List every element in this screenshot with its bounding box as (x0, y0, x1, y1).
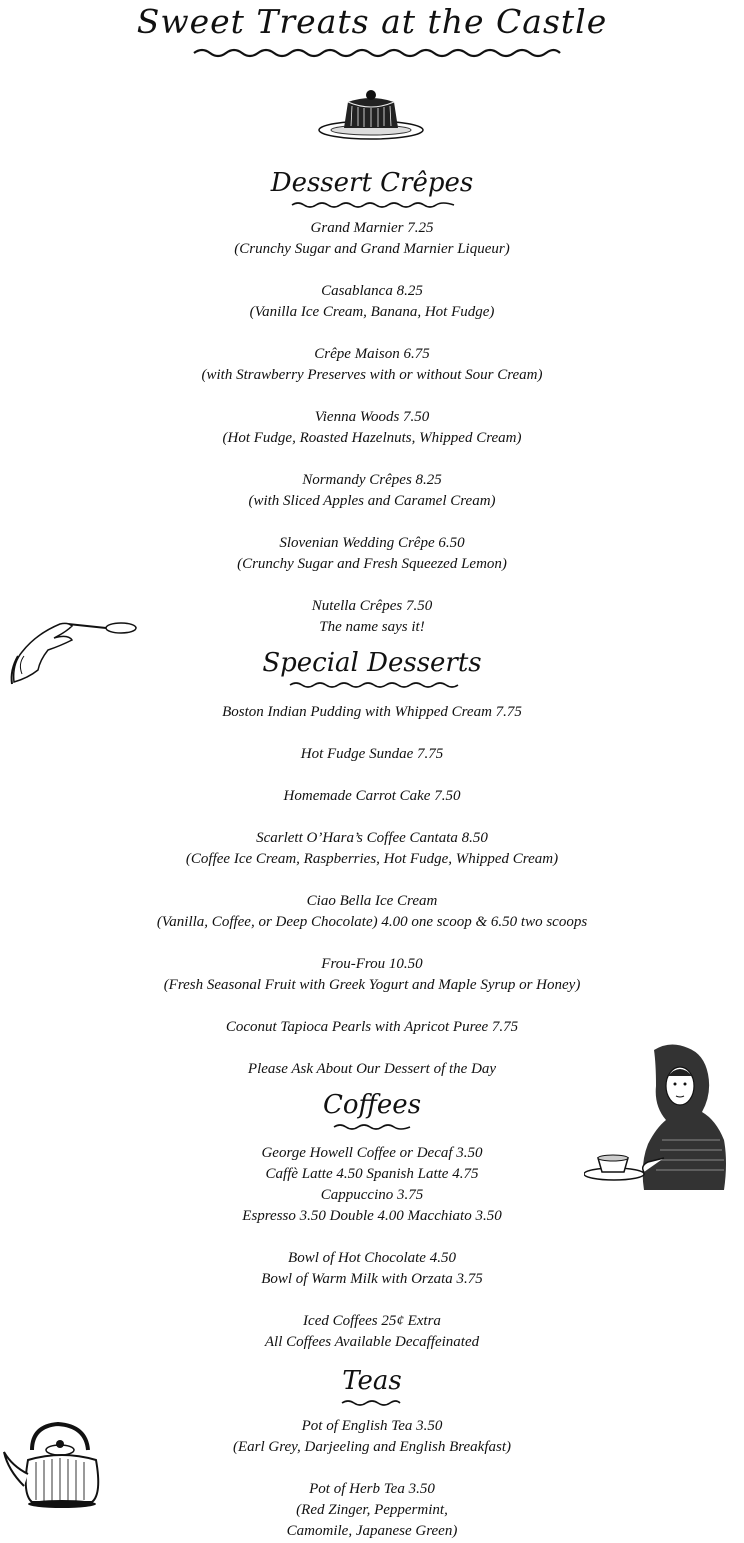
menu-item-description: (Red Zinger, Peppermint, (296, 1502, 448, 1518)
section-underline (288, 680, 460, 690)
section-title-dessert-crepes: Dessert Crêpes (270, 168, 474, 198)
menu-item-description: (Vanilla Ice Cream, Banana, Hot Fudge) (249, 304, 495, 320)
menu-item-line: Frou-Frou 10.50 (321, 956, 423, 972)
menu-item-line: Caffè Latte 4.50 Spanish Latte 4.75 (265, 1166, 479, 1182)
menu-item-description: (with Sliced Apples and Caramel Cream) (248, 493, 496, 509)
menu-item-line: Normandy Crêpes 8.25 (302, 472, 442, 488)
menu-item-line: Cappuccino 3.75 (320, 1187, 424, 1203)
menu-item-description: (Fresh Seasonal Fruit with Greek Yogurt and Maple Syrup or Honey) (163, 977, 581, 993)
section-title-teas: Teas (342, 1366, 402, 1396)
menu-item-line: Homemade Carrot Cake 7.50 (283, 788, 461, 804)
menu-item-description: Camomile, Japanese Green) (286, 1523, 458, 1539)
section-title-coffees: Coffees (322, 1090, 422, 1120)
section-underline (340, 1398, 402, 1408)
menu-item-line: Bowl of Warm Milk with Orzata 3.75 (261, 1271, 483, 1287)
menu-item-description: (Crunchy Sugar and Fresh Squeezed Lemon) (237, 556, 507, 572)
menu-item-line: Slovenian Wedding Crêpe 6.50 (279, 535, 465, 551)
menu-item-line: Vienna Woods 7.50 (314, 409, 430, 425)
menu-item-description: (with Strawberry Preserves with or without Sour Cream) (201, 367, 543, 383)
menu-item-line: Coconut Tapioca Pearls with Apricot Puree 7.75 (225, 1019, 519, 1035)
menu-item-description: (Coffee Ice Cream, Raspberries, Hot Fudge, Whipped Cream) (185, 851, 559, 867)
menu-item-line: Hot Fudge Sundae 7.75 (300, 746, 444, 762)
menu-item-line: Scarlett O’Hara’s Coffee Cantata 8.50 (256, 830, 488, 846)
menu-item-line: Ciao Bella Ice Cream (306, 893, 438, 909)
menu-item-line: Grand Marnier 7.25 (310, 220, 434, 236)
section-underline (290, 200, 456, 210)
menu-item-line: Boston Indian Pudding with Whipped Cream 7.75 (222, 704, 522, 720)
menu-item-line: Iced Coffees 25¢ Extra (303, 1313, 441, 1329)
menu-item-line: Casablanca 8.25 (321, 283, 423, 299)
cake-on-plate-icon (318, 88, 424, 142)
menu-item-line: Please Ask About Our Dessert of the Day (247, 1061, 497, 1077)
menu-item-line: Bowl of Hot Chocolate 4.50 (288, 1250, 456, 1266)
menu-item-line: Nutella Crêpes 7.50 (311, 598, 433, 614)
section-title-special-desserts: Special Desserts (262, 648, 482, 678)
menu-item-description: (Crunchy Sugar and Grand Marnier Liqueur) (234, 241, 510, 257)
menu-item-line: Pot of English Tea 3.50 (301, 1418, 443, 1434)
teakettle-icon (2, 1414, 106, 1510)
menu-title: Sweet Treats at the Castle (136, 2, 608, 41)
menu-item-line: Crêpe Maison 6.75 (314, 346, 430, 362)
menu-item-line: George Howell Coffee or Decaf 3.50 (261, 1145, 483, 1161)
menu-item-description: The name says it! (319, 619, 425, 635)
title-underline (192, 45, 562, 59)
menu-item-line: Pot of Herb Tea 3.50 (309, 1481, 435, 1497)
menu-item-line: All Coffees Available Decaffeinated (264, 1334, 480, 1350)
menu-item-description: (Hot Fudge, Roasted Hazelnuts, Whipped Cream) (222, 430, 522, 446)
section-underline (332, 1122, 412, 1132)
victorian-lady-with-teacup-icon (584, 1040, 730, 1190)
menu-item-line: Espresso 3.50 Double 4.00 Macchiato 3.50 (242, 1208, 502, 1224)
menu-item-description: (Vanilla, Coffee, or Deep Chocolate) 4.00 one scoop & 6.50 two scoops (156, 914, 588, 930)
menu-item-description: (Earl Grey, Darjeeling and English Breakfast) (232, 1439, 511, 1455)
